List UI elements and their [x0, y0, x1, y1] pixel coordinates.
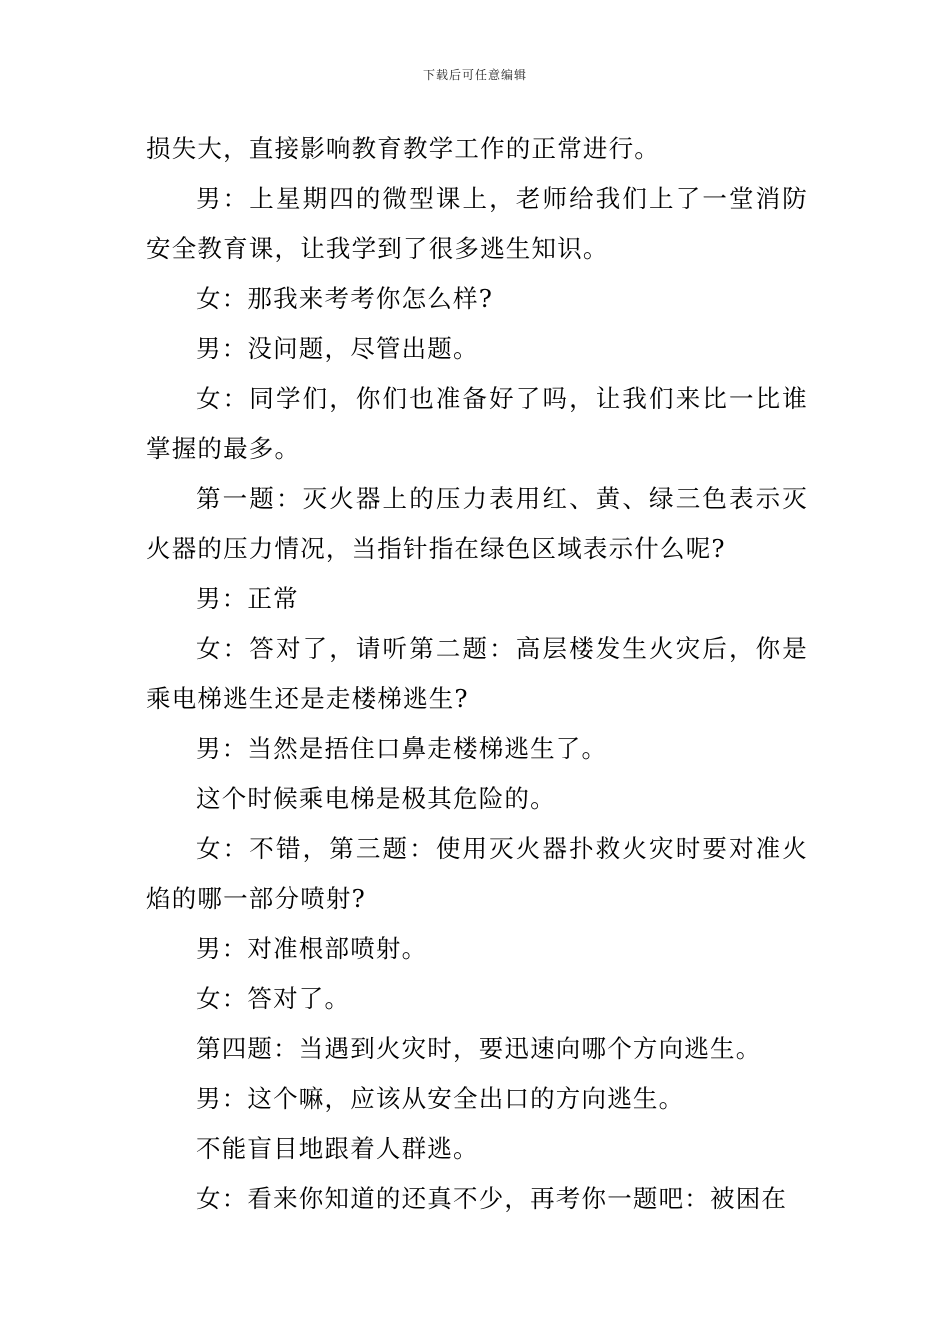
- paragraph: 女：答对了，请听第二题：高层楼发生火灾后，你是乘电梯逃生还是走楼梯逃生?: [146, 634, 808, 713]
- paragraph: 女：答对了。: [196, 984, 351, 1013]
- paragraph: 女：看来你知道的还真不少，再考你一题吧：被困在: [196, 1184, 788, 1213]
- paragraph: 女：那我来考考你怎么样?: [196, 284, 494, 313]
- paragraph: 男：当然是捂住口鼻走楼梯逃生了。: [196, 734, 608, 763]
- paragraph: 女：同学们，你们也准备好了吗，让我们来比一比谁掌握的最多。: [146, 384, 808, 463]
- paragraph: 男：上星期四的微型课上，老师给我们上了一堂消防安全教育课，让我学到了很多逃生知识。: [146, 184, 808, 263]
- paragraph: 这个时候乘电梯是极其危险的。: [196, 784, 556, 813]
- paragraph: 损失大，直接影响教育教学工作的正常进行。: [146, 134, 660, 163]
- paragraph: 第一题：灭火器上的压力表用红、黄、绿三色表示灭火器的压力情况，当指针指在绿色区域表示什么呢?: [146, 484, 808, 563]
- paragraph: 男：这个嘛，应该从安全出口的方向逃生。: [196, 1084, 685, 1113]
- paragraph: 男：正常: [196, 584, 299, 613]
- paragraph: 第四题：当遇到火灾时，要迅速向哪个方向逃生。: [196, 1034, 762, 1063]
- paragraph: 男：对准根部喷射。: [196, 934, 428, 963]
- body-text: [146, 124, 808, 1224]
- paragraph: 女：不错，第三题：使用灭火器扑救火灾时要对准火焰的哪一部分喷射?: [146, 834, 808, 913]
- header-note: 下载后可任意编辑: [422, 68, 527, 82]
- paragraph: 男：没问题，尽管出题。: [196, 334, 479, 363]
- paragraph: 不能盲目地跟着人群逃。: [196, 1134, 479, 1163]
